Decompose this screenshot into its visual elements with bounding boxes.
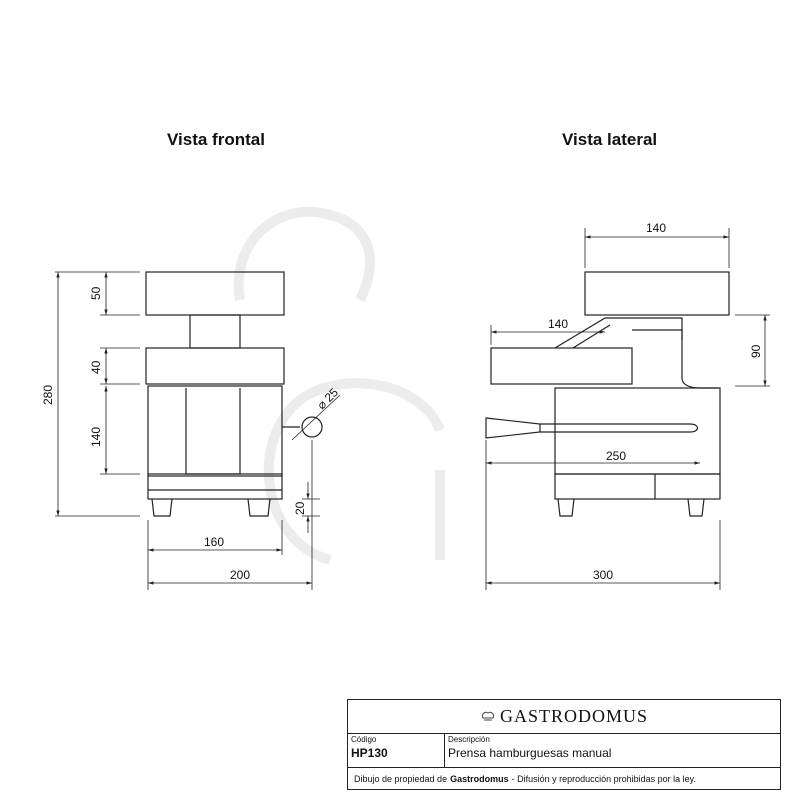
code-cell xyxy=(348,733,445,767)
front-handle-knob xyxy=(302,417,322,437)
dim-total-height: 280 xyxy=(41,384,55,405)
side-view-title: Vista lateral xyxy=(562,130,658,149)
side-top-block xyxy=(585,272,729,315)
title-block-logo-row xyxy=(348,700,780,734)
code-label: Código xyxy=(351,735,377,744)
description-value: Prensa hamburguesas manual xyxy=(448,746,612,760)
front-body-slot xyxy=(186,388,240,474)
front-column xyxy=(190,315,240,348)
dim-side-arm-width: 140 xyxy=(548,317,569,331)
front-mid-block xyxy=(146,348,284,384)
footer-brand: Gastrodomus xyxy=(450,773,509,784)
side-left-foot xyxy=(558,499,574,516)
side-arm xyxy=(555,318,682,348)
front-body xyxy=(148,386,282,476)
front-left-foot xyxy=(152,499,172,516)
front-top-block xyxy=(146,272,284,315)
footer-post: - Difusión y reproducción prohibidas por la ley. xyxy=(511,773,697,784)
dim-mid-block: 40 xyxy=(89,360,103,374)
front-right-foot xyxy=(248,499,270,516)
dim-body: 140 xyxy=(89,426,103,447)
description-label: Descripción xyxy=(448,735,490,744)
dim-side-lever: 250 xyxy=(606,449,627,463)
dim-handle-diameter: ⌀ 25 xyxy=(314,385,342,413)
side-lever xyxy=(540,424,698,432)
side-column xyxy=(632,330,718,388)
dim-total-width: 200 xyxy=(230,568,251,582)
side-view xyxy=(486,272,729,516)
footer-pre: Dibujo de propiedad de xyxy=(354,773,448,784)
side-lever-grip xyxy=(486,418,540,438)
code-value: HP130 xyxy=(351,746,388,760)
description-cell xyxy=(445,733,780,767)
dim-side-top-width: 140 xyxy=(646,221,667,235)
dim-side-height: 90 xyxy=(749,344,763,358)
front-view-title: Vista frontal xyxy=(167,130,265,149)
dim-inner-width: 160 xyxy=(204,535,225,549)
dim-side-total-width: 300 xyxy=(593,568,614,582)
side-right-foot xyxy=(688,499,704,516)
brand-name: GASTRODOMUS xyxy=(499,706,649,726)
side-base xyxy=(555,474,720,499)
dim-top-block: 50 xyxy=(89,286,103,300)
title-block-info-row xyxy=(348,733,780,768)
title-block-footer xyxy=(348,767,780,790)
side-mid-block xyxy=(491,348,632,384)
side-dimensions xyxy=(486,228,770,590)
chef-hat-icon xyxy=(480,709,496,725)
title-block xyxy=(347,699,781,790)
front-view xyxy=(146,272,322,516)
front-base xyxy=(148,474,282,499)
dim-foot: 20 xyxy=(293,501,307,515)
